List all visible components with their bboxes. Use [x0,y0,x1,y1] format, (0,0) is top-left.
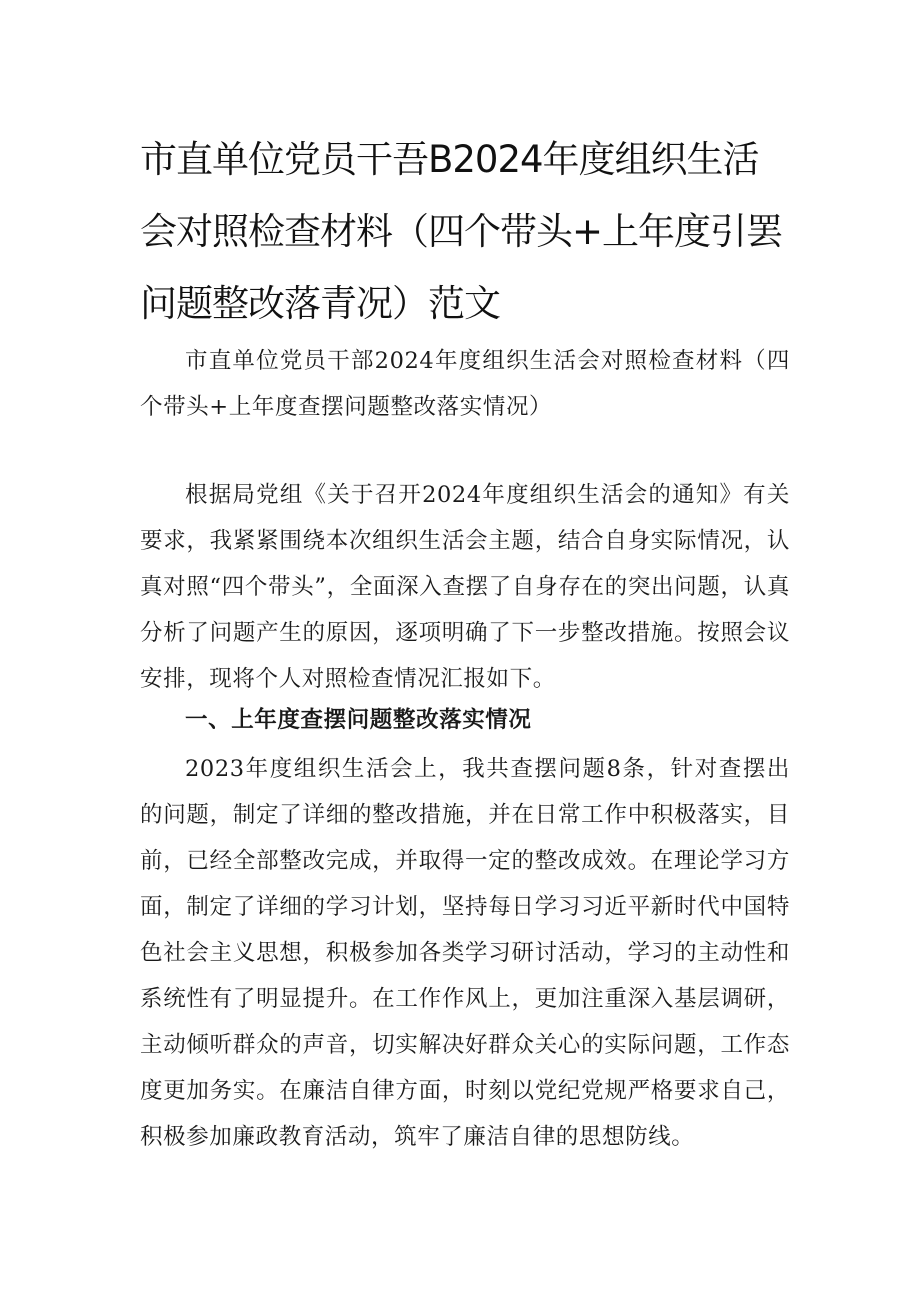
document-subtitle: 市直单位党员干部2024年度组织生活会对照检查材料（四个带头+上年度查摆问题整改落实情况） [140,348,790,420]
section-1-paragraph: 2023年度组织生活会上，我共查摆问题8条，针对查摆出的问题，制定了详细的整改措施，并在日常工作中积极落实，目前，已经全部整改完成，并取得一定的整改成效。在理论学习方面，制定了详细的学习计划，坚持每日学习习近平新时代中国特色社会主义思想，积极参加各类学习研讨活动，学习的主动性和系统性有了明显提升。在工作作风上，更加注重深入基层调研，主动倾听群众的声音，切实解决好群众关心的实际问题，工作态度更加务实。在廉洁自律方面，时刻以党纪党规严格要求自己，积极参加廉政教育活动，筑牢了廉洁自律的思想防线。 [140,756,790,1150]
intro-paragraph: 根据局党组《关于召开2024年度组织生活会的通知》有关要求，我紧紧围绕本次组织生活会主题，结合自身实际情况，认真对照“四个带头”，全面深入查摆了自身存在的突出问题，认真分析了问题产生的原因，逐项明确了下一步整改措施。按照会议安排，现将个人对照检查情况汇报如下。 [140,482,790,692]
document-title: 市直单位党员干吾B2024年度组织生活会对照检查材料（四个带头+上年度引罢问题整改落青况）范文 [140,138,783,325]
section-heading-1: 一、上年度查摆问题整改落实情况 [185,707,532,733]
